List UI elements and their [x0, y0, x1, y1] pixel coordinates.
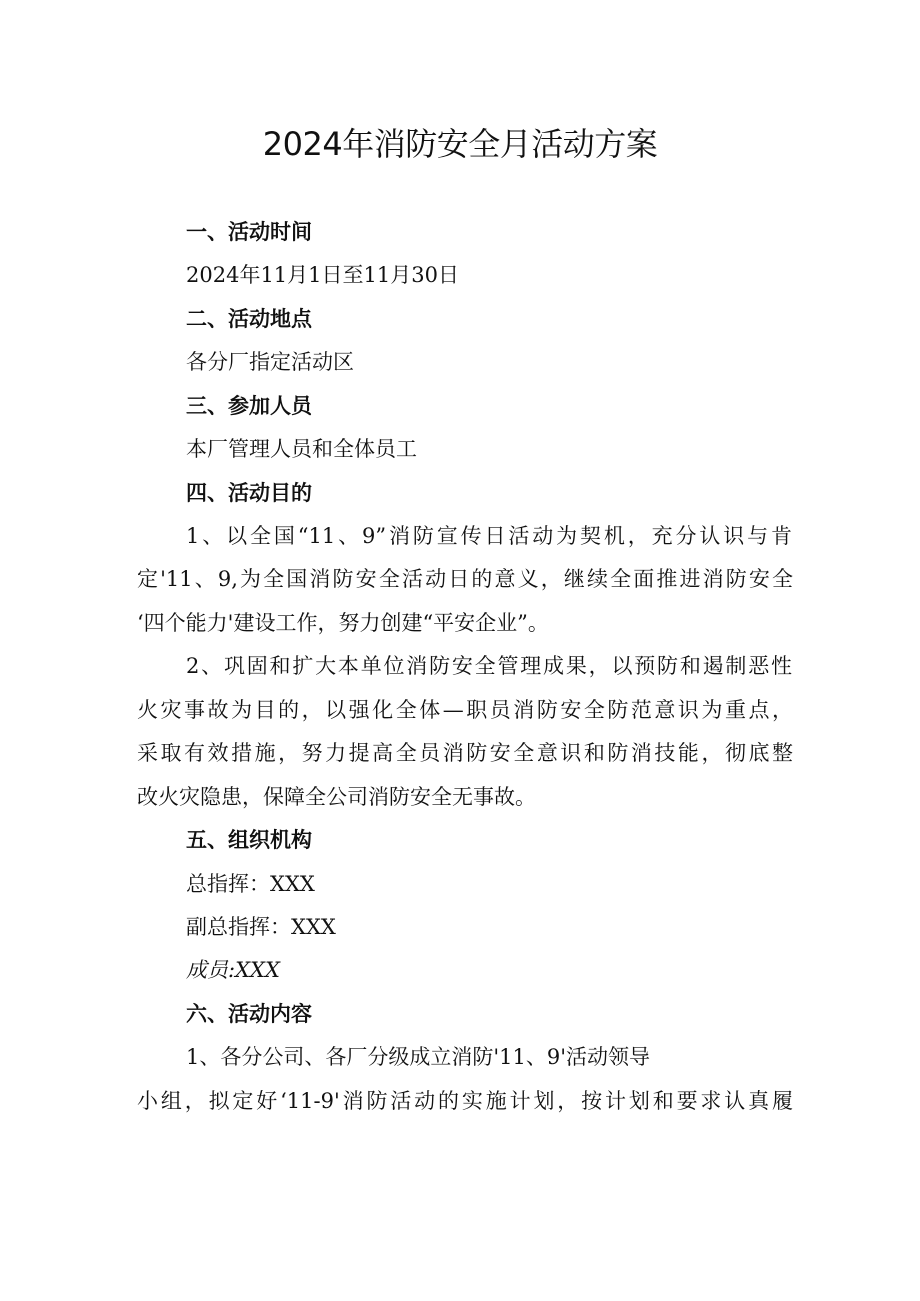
purpose-paragraph-2-line-3: 采取有效措施，努力提高全员消防安全意识和防消技能，彻底整 [137, 741, 793, 765]
section-body-participants: 本厂管理人员和全体员工 [186, 437, 417, 461]
purpose-paragraph-1-line-1: 1、以全国“11、9”消防宣传日活动为契机，充分认识与肯 [186, 524, 792, 548]
purpose-paragraph-2-line-4: 改火灾隐患，保障全公司消防安全无事故。 [137, 785, 536, 809]
section-body-location: 各分厂指定活动区 [186, 350, 354, 374]
organization-deputy-commander: 副总指挥：XXX [186, 915, 336, 939]
purpose-paragraph-1-line-2: 定'11、9,为全国消防安全活动日的意义，继续全面推进消防安全 [137, 567, 793, 591]
section-heading-participants: 三、参加人员 [186, 394, 312, 418]
content-paragraph-1-line-2: 小组，拟定好‘11-9'消防活动的实施计划，按计划和要求认真履 [137, 1089, 793, 1113]
section-heading-purpose: 四、活动目的 [186, 481, 312, 505]
section-heading-time: 一、活动时间 [186, 220, 312, 244]
purpose-paragraph-2-line-1: 2、巩固和扩大本单位消防安全管理成果，以预防和遏制恶性 [186, 654, 792, 678]
organization-commander: 总指挥：XXX [186, 872, 315, 896]
purpose-paragraph-1-line-3: ‘四个能力'建设工作，努力创建“平安企业”。 [137, 611, 549, 635]
document-title: 2024年消防安全月活动方案 [262, 125, 658, 163]
section-body-time: 2024年11月1日至11月30日 [186, 263, 459, 287]
section-heading-location: 二、活动地点 [186, 307, 312, 331]
section-heading-content: 六、活动内容 [186, 1002, 312, 1026]
content-paragraph-1-line-1: 1、各分公司、各厂分级成立消防'11、9'活动领导 [186, 1045, 650, 1069]
organization-members: 成员:XXX [186, 958, 280, 982]
purpose-paragraph-2-line-2: 火灾事故为目的，以强化全体—职员消防安全防范意识为重点， [137, 698, 793, 722]
section-heading-organization: 五、组织机构 [186, 828, 312, 852]
